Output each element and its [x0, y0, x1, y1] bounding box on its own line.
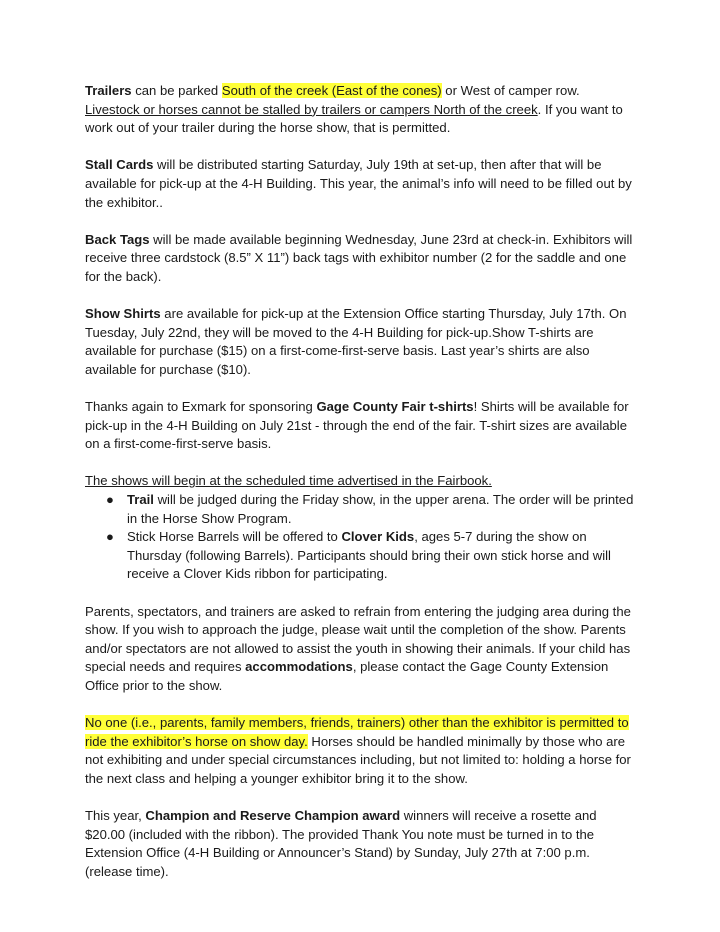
shows-bullet-list — [85, 491, 637, 584]
no-one-highlight: No one (i.e., parents, family members, friends, trainers) other than the exhibitor is permitted to ride the exhibitor’s horse on show day. — [85, 715, 629, 749]
shows-heading: The shows will begin at the scheduled time advertised in the Fairbook. — [85, 473, 492, 489]
champion-paragraph: This year, Champion and Reserve Champion award winners will receive a rosette and $20.00 (included with the ribbon). The provided Thank You note must be turned in to the Extension Office (4-H Building or Announcer’s Stand) by Sunday, July 27th at 7:00 p.m. (release time). — [85, 808, 597, 879]
bullet-icon: ● — [106, 492, 114, 508]
gage-county-tshirts: Gage County Fair t-shirts — [316, 399, 474, 415]
back-tags-paragraph: Back Tags will be made available beginning Wednesday, June 23rd at check-in. Exhibitors will receive three cardstock (8.5” X 11”) back tags with exhibitor number (2 for the saddle and one for the back). — [85, 231, 633, 284]
parents-paragraph: Parents, spectators, and trainers are asked to refrain from entering the judging area during the show. If you wish to approach the judge, please wait until the completion of the show. Parents and/or spectators are not allowed to assist the youth in showing their animals. If your child has special needs and requires accommodations, please contact the Gage County Extension Office prior to the show. — [85, 603, 631, 693]
trailers-underline: Livestock or horses cannot be stalled by trailers or campers North of the creek — [85, 101, 538, 117]
accommodations: accommodations — [245, 659, 353, 675]
back-tags-heading: Back Tags — [85, 231, 150, 247]
no-one-paragraph: No one (i.e., parents, family members, friends, trainers) other than the exhibitor is permitted to ride the exhibitor’s horse on show day. Horses should be handled minimally by those who are not exhibiting and under special circumstances including, but not limited to: holding a horse for the next class and helping a younger exhibitor bring it to the show. — [85, 715, 631, 786]
trailers-paragraph: Trailers can be parked South of the creek (East of the cones) or West of camper row. Livestock or horses cannot be stalled by trailers or campers North of the creek. If you want to work out of your trailer during the horse show, that is permitted. — [85, 83, 623, 136]
list-item: ● Stick Horse Barrels will be offered to Clover Kids, ages 5-7 during the show on Thursday (following Barrels). Participants should bring their own stick horse and will receive a Clover Kids ribbon for participating. — [106, 529, 611, 582]
bullet-icon: ● — [106, 529, 114, 545]
trailers-highlight: South of the creek (East of the cones) — [221, 83, 442, 98]
show-shirts-heading: Show Shirts — [85, 306, 161, 322]
document-page — [85, 82, 637, 900]
show-shirts-paragraph: Show Shirts are available for pick-up at the Extension Office starting Thursday, July 17th. On Tuesday, July 22nd, they will be moved to the 4-H Building for pick-up.Show T-shirts are available for purchase ($15) on a first-come-first-serve basis. Last year’s shirts are also available for purchase ($10). — [85, 306, 627, 377]
champion-award: Champion and Reserve Champion award — [145, 808, 401, 824]
stall-cards-paragraph: Stall Cards will be distributed starting Saturday, July 19th at set-up, then after that will be available for pick-up at the 4-H Building. This year, the animal’s info will need to be filled out by the exhibitor.. — [85, 157, 632, 210]
list-item: ● Trail will be judged during the Friday show, in the upper arena. The order will be printed in the Horse Show Program. — [106, 492, 634, 526]
stall-cards-heading: Stall Cards — [85, 157, 154, 173]
trailers-heading: Trailers — [85, 83, 132, 98]
thanks-paragraph: Thanks again to Exmark for sponsoring Gage County Fair t-shirts! Shirts will be available for pick-up in the 4-H Building on July 21st - through the end of the fair. T-shirt sizes are available on a first-come-first-serve basis. — [85, 399, 629, 452]
